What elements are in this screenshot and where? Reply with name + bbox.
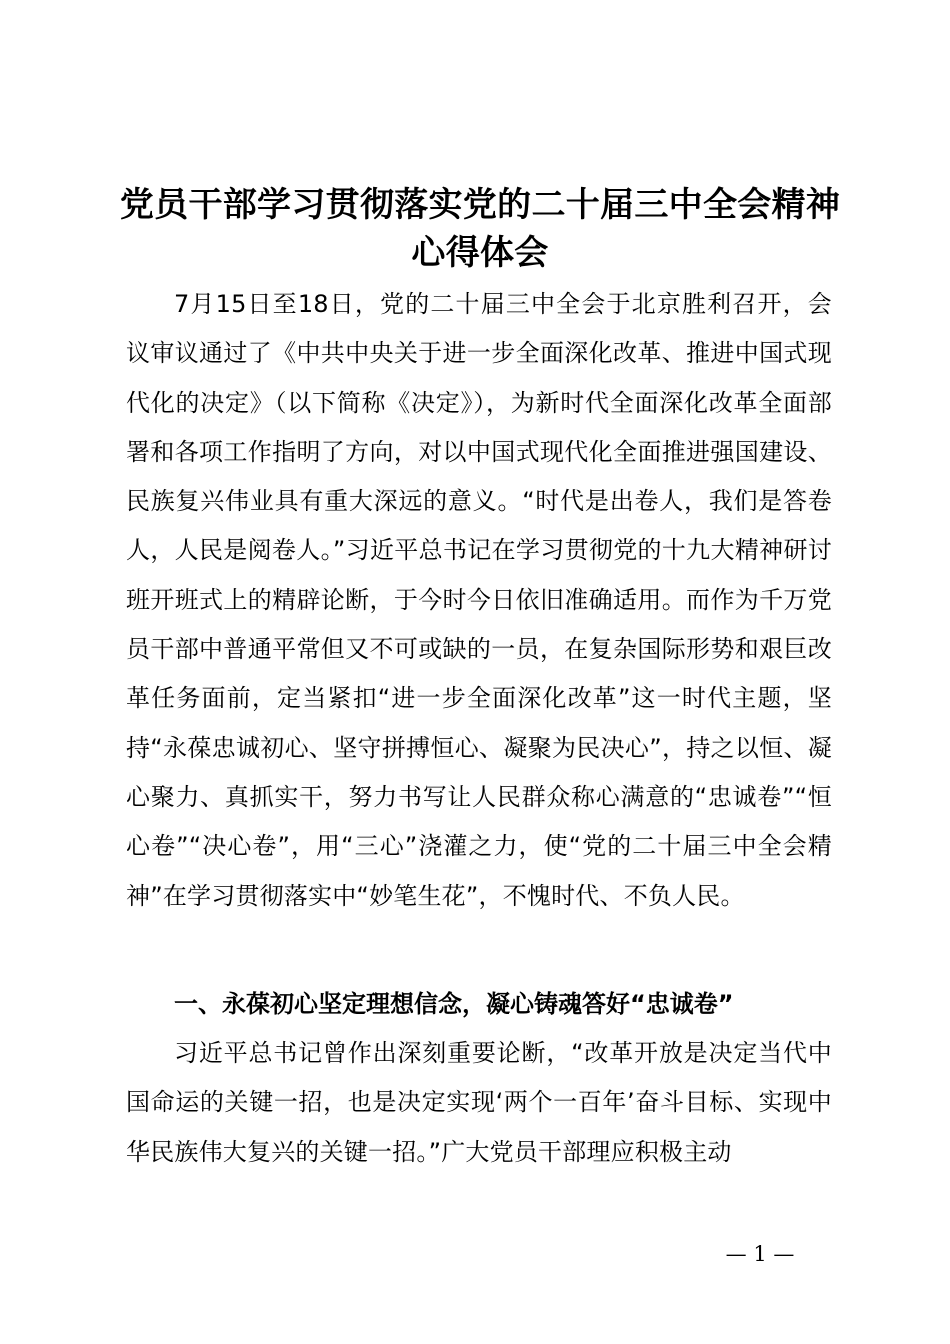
document-title: 党员干部学习贯彻落实党的二十届三中全会精神心得体会 — [119, 185, 841, 273]
body-paragraph: 习近平总书记曾作出深刻重要论断，“改革开放是决定当代中国命运的关键一招，也是决定实现‘两个一百年’奋斗目标、实现中华民族伟大复兴的关键一招。”广大党员干部理应积极主动 — [126, 1039, 832, 1166]
body-paragraph: 7月15日至18日，党的二十届三中全会于北京胜利召开，会议审议通过了《中共中央关于进一步全面深化改革、推进中国式现代化的决定》（以下简称《决定》），为新时代全面深化改革全面部署和各项工作指明了方向，对以中国式现代化全面推进强国建设、民族复兴伟业具有重大深远的意义。“时代是出卷人，我们是答卷人，人民是阅卷人。”习近平总书记在学习贯彻党的十九大精神研讨班开班式上的精辟论断，于今时今日依旧准确适用。而作为千万党员干部中普通平常但又不可或缺的一员，在复杂国际形势和艰巨改革任务面前，定当紧扣“进一步全面深化改革”这一时代主题，坚持“永葆忠诚初心、坚守拼搏恒心、凝聚为民决心”，持之以恒、凝心聚力、真抓实干，努力书写让人民群众称心满意的“忠诚卷”“恒心卷”“决心卷”，用“三心”浇灌之力，使“党的二十届三中全会精神”在学习贯彻落实中“妙笔生花”，不愧时代、不负人民。 — [126, 290, 832, 910]
section-heading: 一、永葆初心坚定理想信念，凝心铸魂答好“忠诚卷” — [174, 990, 734, 1018]
page-number: — 1 — — [725, 1242, 795, 1266]
